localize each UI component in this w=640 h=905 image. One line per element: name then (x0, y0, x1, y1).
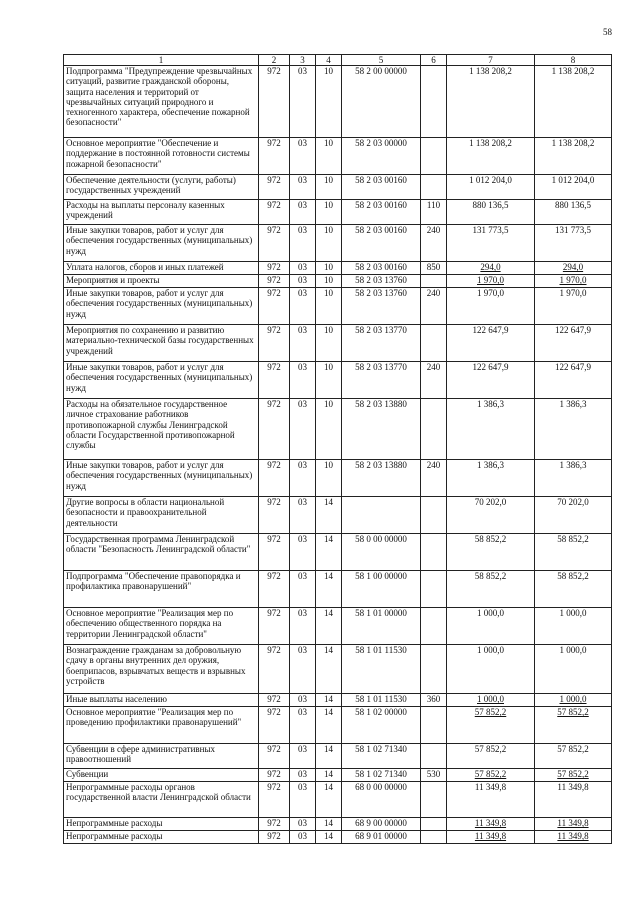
row-subsection-cell: 14 (316, 645, 342, 694)
row-subsection-cell: 14 (316, 694, 342, 707)
row-subsection-cell: 14 (316, 818, 342, 831)
table-row (64, 399, 612, 460)
row-expense-type-cell (421, 275, 447, 288)
row-amount-cell: 11 349,8 (447, 782, 535, 818)
row-expense-type-cell: 240 (421, 288, 447, 325)
row-amount-cell: 294,0 (447, 262, 535, 275)
row-amount-cell: 70 202,0 (535, 497, 612, 534)
row-subsection-cell: 14 (316, 534, 342, 571)
row-expense-type-cell: 530 (421, 769, 447, 782)
row-target-article-cell: 68 0 00 00000 (342, 782, 421, 818)
row-grbs-cell: 972 (259, 262, 290, 275)
row-amount-cell: 122 647,9 (447, 362, 535, 399)
column-header: 2 (259, 55, 290, 66)
row-amount-cell: 294,0 (535, 262, 612, 275)
row-amount-cell: 1 386,3 (447, 399, 535, 460)
row-subsection-cell: 10 (316, 175, 342, 200)
row-grbs-cell: 972 (259, 460, 290, 497)
row-expense-type-cell (421, 645, 447, 694)
row-subsection-cell: 10 (316, 138, 342, 175)
row-name-cell: Обеспечение деятельности (услуги, работы) государственных учреждений (64, 175, 259, 200)
row-section-cell: 03 (290, 275, 316, 288)
column-header: 3 (290, 55, 316, 66)
row-target-article-cell: 58 2 03 13760 (342, 275, 421, 288)
row-amount-cell: 57 852,2 (447, 707, 535, 744)
row-amount-cell: 58 852,2 (447, 571, 535, 608)
row-expense-type-cell: 240 (421, 225, 447, 262)
table-row (64, 831, 612, 844)
table-row (64, 782, 612, 818)
row-section-cell: 03 (290, 744, 316, 769)
row-expense-type-cell (421, 534, 447, 571)
row-name-cell: Мероприятия и проекты (64, 275, 259, 288)
table-row (64, 262, 612, 275)
column-header: 6 (421, 55, 447, 66)
row-amount-cell: 11 349,8 (535, 831, 612, 844)
row-amount-cell: 1 000,0 (447, 645, 535, 694)
row-section-cell: 03 (290, 325, 316, 362)
row-subsection-cell: 10 (316, 399, 342, 460)
row-expense-type-cell (421, 818, 447, 831)
row-grbs-cell: 972 (259, 818, 290, 831)
table-row (64, 744, 612, 769)
row-name-cell: Основное мероприятие "Реализация мер по обеспечению общественного порядка на территории Ленинградской области" (64, 608, 259, 645)
row-expense-type-cell (421, 831, 447, 844)
row-target-article-cell: 58 1 02 71340 (342, 769, 421, 782)
row-amount-cell: 1 970,0 (447, 288, 535, 325)
row-section-cell: 03 (290, 262, 316, 275)
row-amount-cell: 131 773,5 (535, 225, 612, 262)
row-amount-cell: 880 136,5 (447, 200, 535, 225)
row-grbs-cell: 972 (259, 707, 290, 744)
row-target-article-cell: 58 0 00 00000 (342, 534, 421, 571)
column-header: 4 (316, 55, 342, 66)
row-target-article-cell: 58 2 03 13760 (342, 288, 421, 325)
row-name-cell: Уплата налогов, сборов и иных платежей (64, 262, 259, 275)
table-row (64, 362, 612, 399)
row-name-cell: Государственная программа Ленинградской области "Безопасность Ленинградской области" (64, 534, 259, 571)
row-expense-type-cell (421, 571, 447, 608)
row-expense-type-cell (421, 707, 447, 744)
table-row (64, 66, 612, 138)
page-number: 58 (603, 27, 612, 37)
row-subsection-cell: 14 (316, 769, 342, 782)
row-grbs-cell: 972 (259, 325, 290, 362)
row-section-cell: 03 (290, 707, 316, 744)
row-target-article-cell: 58 2 03 00160 (342, 225, 421, 262)
table-row (64, 497, 612, 534)
row-amount-cell: 57 852,2 (447, 744, 535, 769)
row-subsection-cell: 14 (316, 831, 342, 844)
row-section-cell: 03 (290, 694, 316, 707)
row-subsection-cell: 14 (316, 608, 342, 645)
row-subsection-cell: 10 (316, 275, 342, 288)
row-section-cell: 03 (290, 818, 316, 831)
row-amount-cell: 1 000,0 (535, 608, 612, 645)
row-amount-cell: 122 647,9 (535, 325, 612, 362)
column-header: 1 (64, 55, 259, 66)
row-amount-cell: 1 138 208,2 (447, 66, 535, 138)
row-section-cell: 03 (290, 608, 316, 645)
row-section-cell: 03 (290, 175, 316, 200)
table-row (64, 571, 612, 608)
row-section-cell: 03 (290, 200, 316, 225)
row-section-cell: 03 (290, 831, 316, 844)
row-target-article-cell: 58 2 03 00160 (342, 262, 421, 275)
row-section-cell: 03 (290, 288, 316, 325)
row-subsection-cell: 10 (316, 325, 342, 362)
column-header: 8 (535, 55, 612, 66)
row-grbs-cell: 972 (259, 782, 290, 818)
row-section-cell: 03 (290, 399, 316, 460)
row-target-article-cell: 58 2 03 13770 (342, 362, 421, 399)
table-row (64, 325, 612, 362)
row-expense-type-cell: 110 (421, 200, 447, 225)
row-name-cell: Непрограммные расходы органов государственной власти Ленинградской области (64, 782, 259, 818)
row-name-cell: Мероприятия по сохранению и развитию материально-технической базы государственных учреждений (64, 325, 259, 362)
table-row (64, 534, 612, 571)
row-amount-cell: 11 349,8 (535, 818, 612, 831)
row-amount-cell: 1 386,3 (447, 460, 535, 497)
row-amount-cell: 57 852,2 (535, 707, 612, 744)
row-target-article-cell: 58 1 01 11530 (342, 645, 421, 694)
table-row (64, 707, 612, 744)
row-section-cell: 03 (290, 769, 316, 782)
row-expense-type-cell (421, 399, 447, 460)
row-grbs-cell: 972 (259, 200, 290, 225)
row-name-cell: Основное мероприятие "Реализация мер по проведению профилактики правонарушений" (64, 707, 259, 744)
row-name-cell: Основное мероприятие "Обеспечение и поддержание в постоянной готовности системы пожарной безопасности" (64, 138, 259, 175)
row-grbs-cell: 972 (259, 138, 290, 175)
row-amount-cell: 11 349,8 (447, 831, 535, 844)
row-grbs-cell: 972 (259, 831, 290, 844)
row-target-article-cell (342, 497, 421, 534)
row-amount-cell: 1 000,0 (447, 694, 535, 707)
row-section-cell: 03 (290, 66, 316, 138)
row-amount-cell: 57 852,2 (447, 769, 535, 782)
row-amount-cell: 1 386,3 (535, 460, 612, 497)
row-name-cell: Субвенции в сфере административных правоотношений (64, 744, 259, 769)
row-subsection-cell: 10 (316, 225, 342, 262)
row-name-cell: Иные закупки товаров, работ и услуг для обеспечения государственных (муниципальных) нужд (64, 460, 259, 497)
row-target-article-cell: 58 1 00 00000 (342, 571, 421, 608)
table-row (64, 288, 612, 325)
table-row (64, 769, 612, 782)
row-amount-cell: 58 852,2 (535, 534, 612, 571)
row-name-cell: Иные закупки товаров, работ и услуг для обеспечения государственных (муниципальных) нужд (64, 225, 259, 262)
row-subsection-cell: 14 (316, 744, 342, 769)
budget-table (63, 54, 612, 844)
table-row (64, 225, 612, 262)
row-amount-cell: 1 012 204,0 (535, 175, 612, 200)
row-target-article-cell: 68 9 00 00000 (342, 818, 421, 831)
table-row (64, 645, 612, 694)
row-amount-cell: 122 647,9 (535, 362, 612, 399)
row-section-cell: 03 (290, 460, 316, 497)
row-target-article-cell: 58 2 00 00000 (342, 66, 421, 138)
row-expense-type-cell: 240 (421, 362, 447, 399)
row-name-cell: Подпрограмма "Предупреждение чрезвычайных ситуаций, развитие гражданской обороны, защита населения и территорий от чрезвычайных ситуаций природного и техногенного характера, обеспечение пожарной безопасности" (64, 66, 259, 138)
row-grbs-cell: 972 (259, 744, 290, 769)
row-amount-cell: 1 000,0 (535, 645, 612, 694)
row-expense-type-cell (421, 325, 447, 362)
row-section-cell: 03 (290, 497, 316, 534)
row-amount-cell: 131 773,5 (447, 225, 535, 262)
table-row (64, 694, 612, 707)
row-grbs-cell: 972 (259, 497, 290, 534)
row-target-article-cell: 58 1 01 11530 (342, 694, 421, 707)
row-name-cell: Иные закупки товаров, работ и услуг для обеспечения государственных (муниципальных) нужд (64, 288, 259, 325)
row-amount-cell: 1 138 208,2 (447, 138, 535, 175)
row-name-cell: Подпрограмма "Обеспечение правопорядка и профилактика правонарушений" (64, 571, 259, 608)
row-amount-cell: 58 852,2 (447, 534, 535, 571)
row-section-cell: 03 (290, 138, 316, 175)
row-expense-type-cell (421, 497, 447, 534)
row-expense-type-cell: 240 (421, 460, 447, 497)
table-row (64, 818, 612, 831)
table-row (64, 275, 612, 288)
row-grbs-cell: 972 (259, 534, 290, 571)
row-target-article-cell: 58 2 03 00160 (342, 175, 421, 200)
row-target-article-cell: 58 1 02 00000 (342, 707, 421, 744)
row-target-article-cell: 58 2 03 00160 (342, 200, 421, 225)
row-amount-cell: 58 852,2 (535, 571, 612, 608)
row-name-cell: Иные выплаты населению (64, 694, 259, 707)
row-expense-type-cell (421, 782, 447, 818)
table-body (64, 66, 612, 844)
row-target-article-cell: 58 1 02 71340 (342, 744, 421, 769)
row-amount-cell: 57 852,2 (535, 769, 612, 782)
row-grbs-cell: 972 (259, 399, 290, 460)
row-grbs-cell: 972 (259, 769, 290, 782)
row-subsection-cell: 14 (316, 707, 342, 744)
row-amount-cell: 57 852,2 (535, 744, 612, 769)
column-header: 5 (342, 55, 421, 66)
column-header: 7 (447, 55, 535, 66)
row-name-cell: Непрограммные расходы (64, 818, 259, 831)
row-subsection-cell: 10 (316, 460, 342, 497)
row-target-article-cell: 58 2 03 13880 (342, 460, 421, 497)
row-expense-type-cell: 850 (421, 262, 447, 275)
row-name-cell: Иные закупки товаров, работ и услуг для обеспечения государственных (муниципальных) нужд (64, 362, 259, 399)
row-name-cell: Вознаграждение гражданам за добровольную сдачу в органы внутренних дел оружия, боеприпасов, взрывчатых веществ и взрывных устройств (64, 645, 259, 694)
row-target-article-cell: 58 1 01 00000 (342, 608, 421, 645)
row-subsection-cell: 10 (316, 66, 342, 138)
row-section-cell: 03 (290, 645, 316, 694)
table-row (64, 138, 612, 175)
row-subsection-cell: 14 (316, 782, 342, 818)
row-subsection-cell: 10 (316, 200, 342, 225)
row-grbs-cell: 972 (259, 694, 290, 707)
row-amount-cell: 880 136,5 (535, 200, 612, 225)
row-expense-type-cell (421, 138, 447, 175)
row-target-article-cell: 58 2 03 00000 (342, 138, 421, 175)
row-name-cell: Расходы на обязательное государственное личное страхование работников противопожарной службы Ленинградской области Государственной противопожарной службы (64, 399, 259, 460)
row-amount-cell: 1 970,0 (447, 275, 535, 288)
row-subsection-cell: 14 (316, 497, 342, 534)
row-amount-cell: 11 349,8 (447, 818, 535, 831)
row-section-cell: 03 (290, 571, 316, 608)
row-subsection-cell: 10 (316, 288, 342, 325)
table-row (64, 460, 612, 497)
row-section-cell: 03 (290, 534, 316, 571)
row-grbs-cell: 972 (259, 175, 290, 200)
row-grbs-cell: 972 (259, 362, 290, 399)
row-name-cell: Расходы на выплаты персоналу казенных учреждений (64, 200, 259, 225)
row-amount-cell: 70 202,0 (447, 497, 535, 534)
row-target-article-cell: 58 2 03 13880 (342, 399, 421, 460)
row-section-cell: 03 (290, 782, 316, 818)
row-amount-cell: 1 138 208,2 (535, 66, 612, 138)
row-subsection-cell: 10 (316, 262, 342, 275)
row-section-cell: 03 (290, 362, 316, 399)
row-amount-cell: 1 386,3 (535, 399, 612, 460)
row-amount-cell: 11 349,8 (535, 782, 612, 818)
table-row (64, 175, 612, 200)
row-grbs-cell: 972 (259, 608, 290, 645)
row-amount-cell: 122 647,9 (447, 325, 535, 362)
row-expense-type-cell (421, 608, 447, 645)
row-grbs-cell: 972 (259, 288, 290, 325)
row-subsection-cell: 14 (316, 571, 342, 608)
row-subsection-cell: 10 (316, 362, 342, 399)
table-row (64, 200, 612, 225)
row-amount-cell: 1 012 204,0 (447, 175, 535, 200)
row-section-cell: 03 (290, 225, 316, 262)
row-expense-type-cell (421, 66, 447, 138)
row-amount-cell: 1 970,0 (535, 288, 612, 325)
row-name-cell: Другие вопросы в области национальной безопасности и правоохранительной деятельности (64, 497, 259, 534)
row-amount-cell: 1 000,0 (535, 694, 612, 707)
row-amount-cell: 1 970,0 (535, 275, 612, 288)
row-target-article-cell: 58 2 03 13770 (342, 325, 421, 362)
row-grbs-cell: 972 (259, 571, 290, 608)
row-amount-cell: 1 138 208,2 (535, 138, 612, 175)
row-grbs-cell: 972 (259, 645, 290, 694)
row-name-cell: Субвенции (64, 769, 259, 782)
row-name-cell: Непрограммные расходы (64, 831, 259, 844)
row-target-article-cell: 68 9 01 00000 (342, 831, 421, 844)
row-grbs-cell: 972 (259, 275, 290, 288)
row-expense-type-cell (421, 744, 447, 769)
row-amount-cell: 1 000,0 (447, 608, 535, 645)
table-row (64, 608, 612, 645)
column-number-row (64, 55, 612, 66)
row-grbs-cell: 972 (259, 225, 290, 262)
row-expense-type-cell: 360 (421, 694, 447, 707)
row-grbs-cell: 972 (259, 66, 290, 138)
row-expense-type-cell (421, 175, 447, 200)
